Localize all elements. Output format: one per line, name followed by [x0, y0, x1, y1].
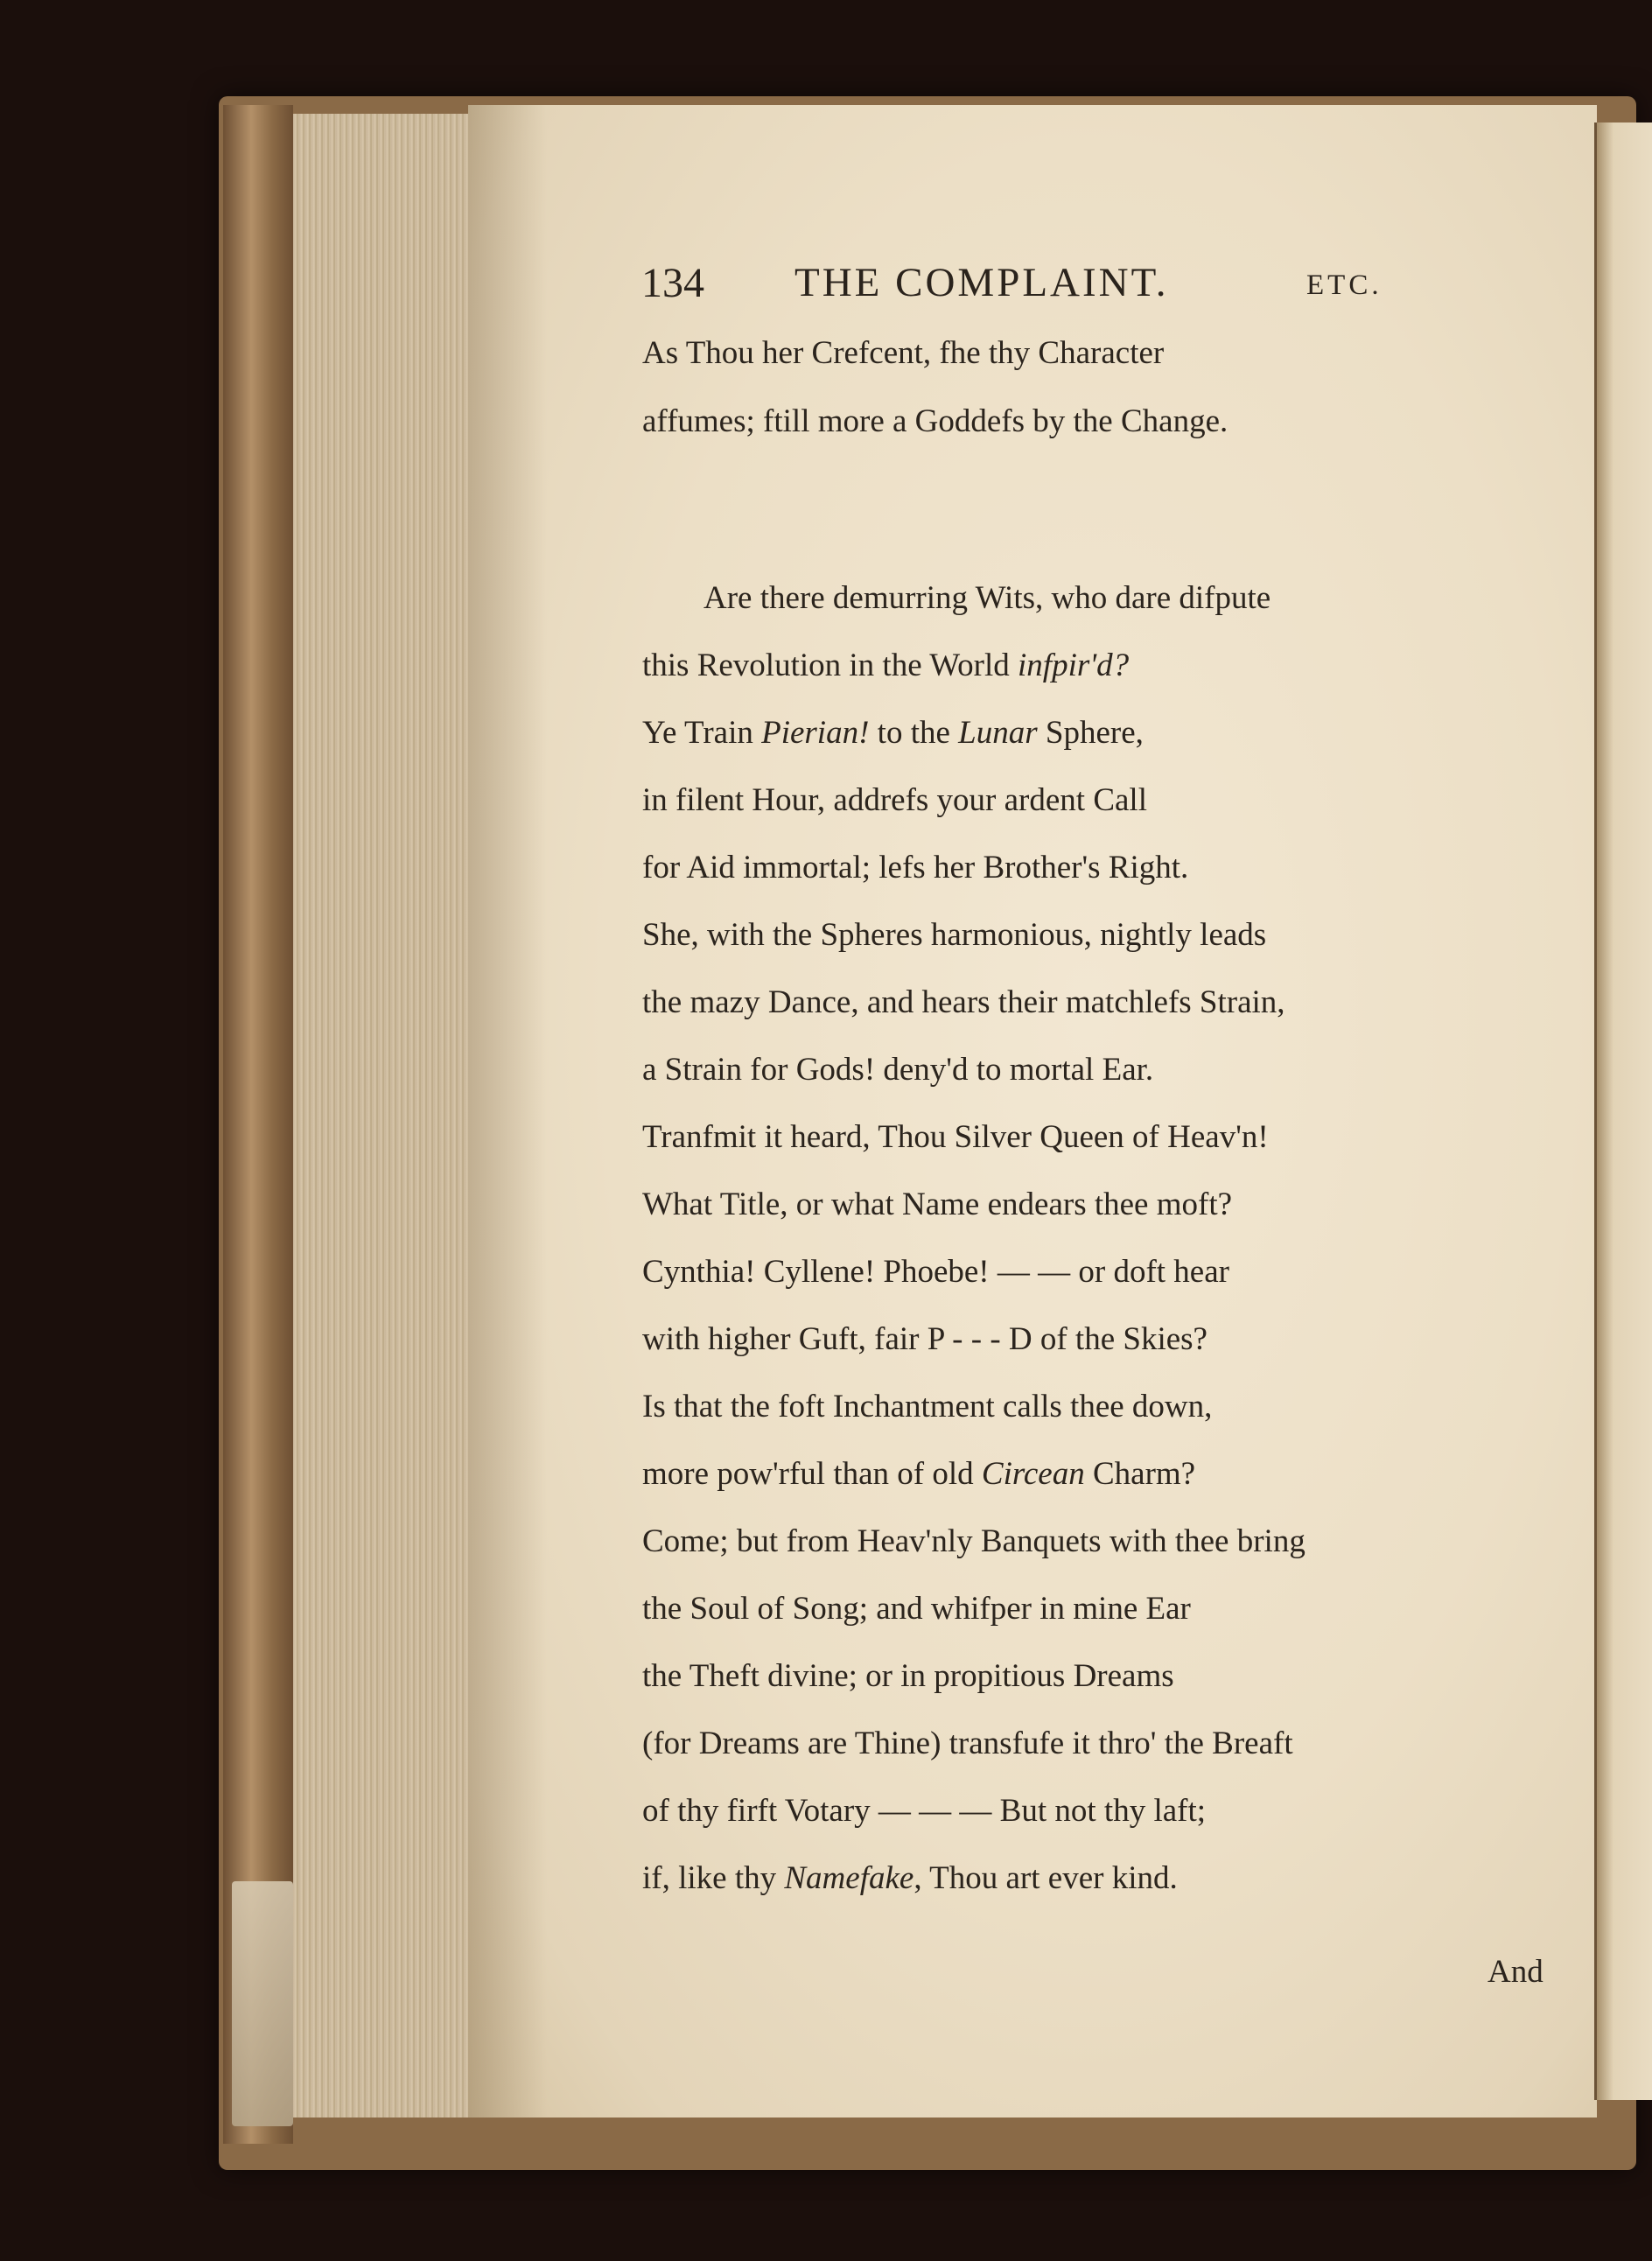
poem-line: Is that the foft Inchantment calls thee down,	[642, 1389, 1213, 1424]
running-header	[641, 259, 1411, 320]
catchword: And	[1488, 1954, 1544, 1990]
poem-line: Cynthia! Cyllene! Phoebe! — — or doft hear	[642, 1254, 1229, 1290]
poem-line: (for Dreams are Thine) transfufe it thro' the Breaft	[642, 1726, 1293, 1761]
poem-line: Are there demurring Wits, who dare difpute	[704, 580, 1271, 616]
running-title: THE COMPLAINT.	[794, 260, 1169, 305]
poem-line: this Revolution in the World infpir'd?	[642, 648, 1130, 683]
poem-line: Ye Train Pierian! to the Lunar Sphere,	[642, 715, 1144, 751]
page-gutter-shadow	[468, 105, 547, 2118]
poem-line: a Strain for Gods! deny'd to mortal Ear.	[642, 1052, 1154, 1088]
page-number: 134	[641, 260, 704, 306]
poem-line: the Soul of Song; and whifper in mine Ear	[642, 1591, 1191, 1627]
poem-line: affumes; ftill more a Goddefs by the Change.	[642, 403, 1228, 439]
book-spine	[223, 105, 293, 2144]
poem-line: Tranfmit it heard, Thou Silver Queen of Heav'n!	[642, 1119, 1269, 1155]
poem-line: in filent Hour, addrefs your ardent Call	[642, 782, 1147, 818]
stacked-page-edges	[293, 114, 470, 2118]
poem-line: She, with the Spheres harmonious, nightly leads	[642, 917, 1267, 953]
poem-line: the Theft divine; or in propitious Dreams	[642, 1658, 1174, 1694]
poem-line: more pow'rful than of old Circean Charm?	[642, 1456, 1196, 1492]
poem-line: for Aid immortal; lefs her Brother's Right.	[642, 850, 1189, 886]
poem-line: of thy firft Votary — — — But not thy laft;	[642, 1793, 1207, 1829]
poem-line: with higher Guft, fair P - - - D of the Skies?	[642, 1321, 1208, 1357]
facing-page	[1597, 122, 1652, 2100]
poem-line: if, like thy Namefake, Thou art ever kind.	[642, 1860, 1178, 1896]
poem-line: As Thou her Crefcent, fhe thy Character	[642, 335, 1165, 371]
running-title-etc: ETC.	[1306, 270, 1382, 301]
worn-spine-patch	[232, 1881, 293, 2126]
poem-line: What Title, or what Name endears thee moft?	[642, 1186, 1233, 1222]
poem-line: the mazy Dance, and hears their matchlefs Strain,	[642, 984, 1285, 1020]
poem-line: Come; but from Heav'nly Banquets with thee bring	[642, 1523, 1306, 1559]
